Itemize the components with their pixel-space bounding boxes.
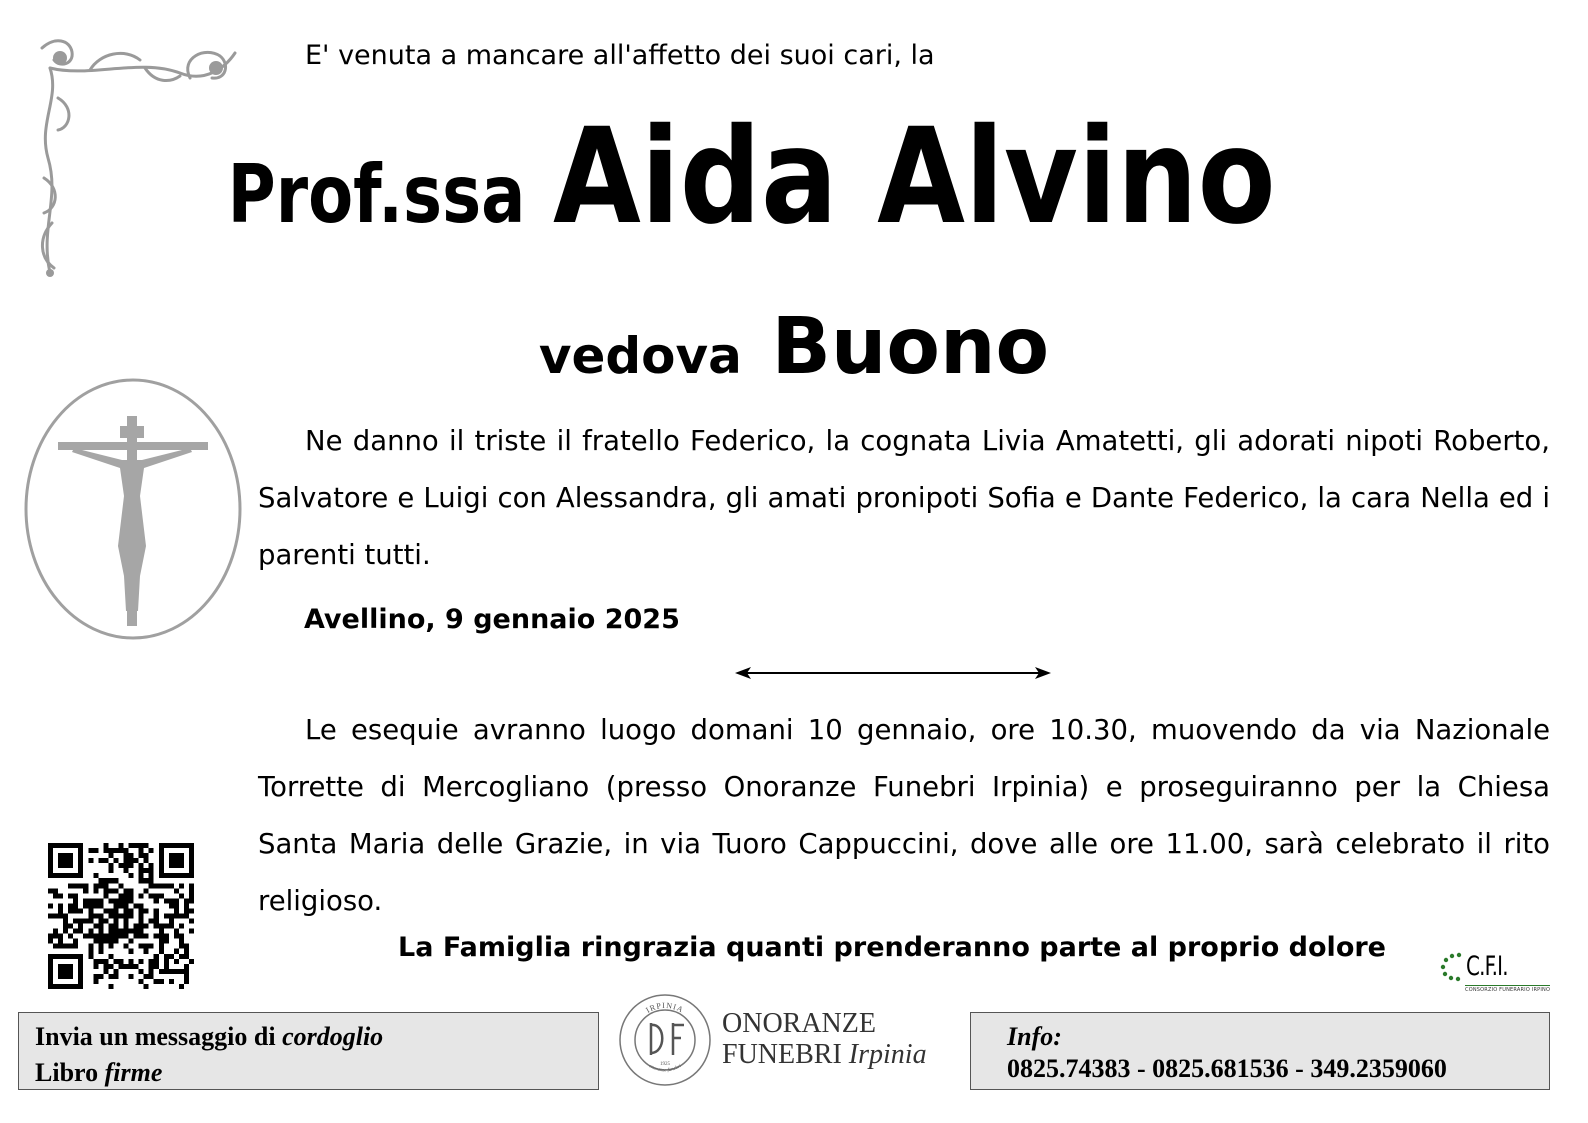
crucifix-icon	[22, 376, 244, 642]
svg-text:IRPINIA: IRPINIA	[644, 1000, 686, 1015]
thanks-text: La Famiglia ringrazia quanti prenderanno parte al proprio dolore	[398, 932, 1386, 963]
funeral-home-logo-icon	[618, 993, 712, 1087]
widow-line	[0, 302, 1588, 392]
svg-text:onoranze funebri: onoranze funebri	[647, 1063, 683, 1074]
deceased-name: Aida Alvino	[553, 100, 1276, 254]
double-arrow-divider-icon	[735, 665, 1051, 681]
condolence-box[interactable]	[18, 1012, 599, 1090]
married-surname: Buono	[771, 302, 1050, 392]
info-box	[970, 1012, 1550, 1090]
info-label: Info:	[1007, 1022, 1062, 1051]
svg-text:1925: 1925	[660, 1062, 670, 1067]
info-phones[interactable]: 0825.74383 - 0825.681536 - 349.2359060	[1007, 1054, 1447, 1083]
widow-label: vedova	[538, 327, 742, 385]
qr-code-icon[interactable]	[48, 843, 194, 989]
announcement-paragraph: Ne danno il triste il fratello Federico, la cognata Livia Amatetti, gli adorati nipoti Roberto, Salvatore e Luigi con Alessandra, gli amati pronipoti Sofia e Dante Federico, la cara Nella ed i parenti tutti.	[258, 425, 1550, 571]
deceased-name-line	[0, 100, 1588, 254]
condolence-link[interactable]: Invia un messaggio di cordoglio	[35, 1022, 384, 1051]
deceased-title: Prof.ssa	[227, 148, 525, 241]
intro-text: E' venuta a mancare all'affetto dei suoi cari, la	[305, 40, 935, 71]
cfi-logo-subtext: CONSORZIO FUNERARIO IRPINO	[1465, 987, 1551, 993]
guestbook-link[interactable]: Libro firme	[35, 1058, 163, 1087]
funeral-home-name: ONORANZE FUNEBRI Irpinia	[722, 1008, 927, 1070]
cfi-logo-text: C.F.I.	[1466, 951, 1508, 982]
place-date: Avellino, 9 gennaio 2025	[304, 604, 680, 635]
funeral-paragraph: Le esequie avranno luogo domani 10 gennaio, ore 10.30, muovendo da via Nazionale Torrette di Mercogliano (presso Onoranze Funebri Irpinia) e proseguiranno per la Chiesa Santa Maria delle Grazie, in via Tuoro Cappuccini, dove alle ore 11.00, sarà celebrato il rito religioso.	[258, 714, 1550, 917]
